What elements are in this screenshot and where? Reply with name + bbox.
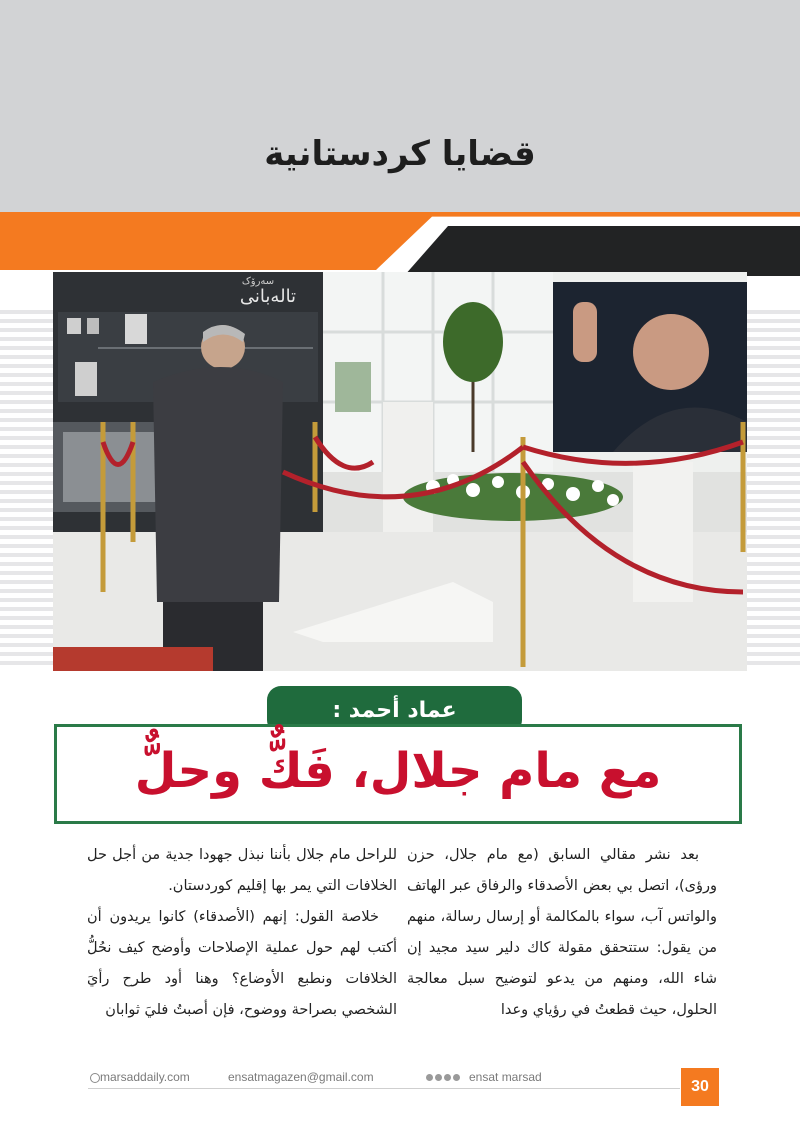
article-column-right [407, 840, 717, 1026]
facebook-icon[interactable] [426, 1074, 433, 1081]
footer-social-handle: ensat marsad [469, 1070, 542, 1084]
article-photo [53, 272, 747, 671]
wall-subtitle: سەرۆک [241, 276, 275, 287]
paragraph: بعد نشر مقالي السابق (مع مام جلال، حزن ورؤى)، اتصل بي بعض الأصدقاء والرفاق عبر الهاتف والواتس آب، سواء بالمكالمة أو إرسال رسالة، منهم من يقول: ستتحقق مقولة كاك دلير سيد مجيد إن شاء الله، ومنهم من يدعو لتوضيح سبل معالجة الحلول، حيث قطعتُ في رؤياي وعدا [407, 847, 717, 1018]
footer-email-link[interactable]: ensatmagazen@gmail.com [228, 1070, 374, 1084]
wall-title: تالەبانی [239, 286, 297, 307]
article-headline: مع مام جلال، فَكٌّ وحلٌّ [134, 743, 662, 799]
social-icons [426, 1074, 460, 1081]
headline-box [54, 724, 742, 824]
paragraph: للراحل مام جلال بأننا نبذل جهودا جدية من أجل حل الخلافات التي يمر بها إقليم كوردستان. [87, 847, 397, 894]
author-label: عماد أحمد : [267, 686, 522, 734]
instagram-icon[interactable] [444, 1074, 451, 1081]
twitter-icon[interactable] [435, 1074, 442, 1081]
paragraph: خلاصة القول: إنهم (الأصدقاء) كانوا يريدون أن أكتب لهم حول عملية الإصلاحات وأوضح كيف نحُلُّ الخلافات ونطبع الأوضاع؟ وهنا أود طرح رأيَ الشخصي بصراحة ووضوح، فإن أصبتُ فليَ ثوابان [87, 909, 397, 1018]
page-number: 30 [681, 1068, 719, 1106]
article-column-left [87, 840, 397, 1026]
section-title: قضايا كردستانية [264, 134, 536, 174]
header-band [0, 0, 800, 212]
decorative-lines-left [0, 310, 60, 670]
footer-divider [88, 1088, 680, 1089]
decorative-lines-right [745, 310, 800, 670]
youtube-icon[interactable] [453, 1074, 460, 1081]
footer-website-link[interactable]: marsaddaily.com [100, 1070, 190, 1084]
